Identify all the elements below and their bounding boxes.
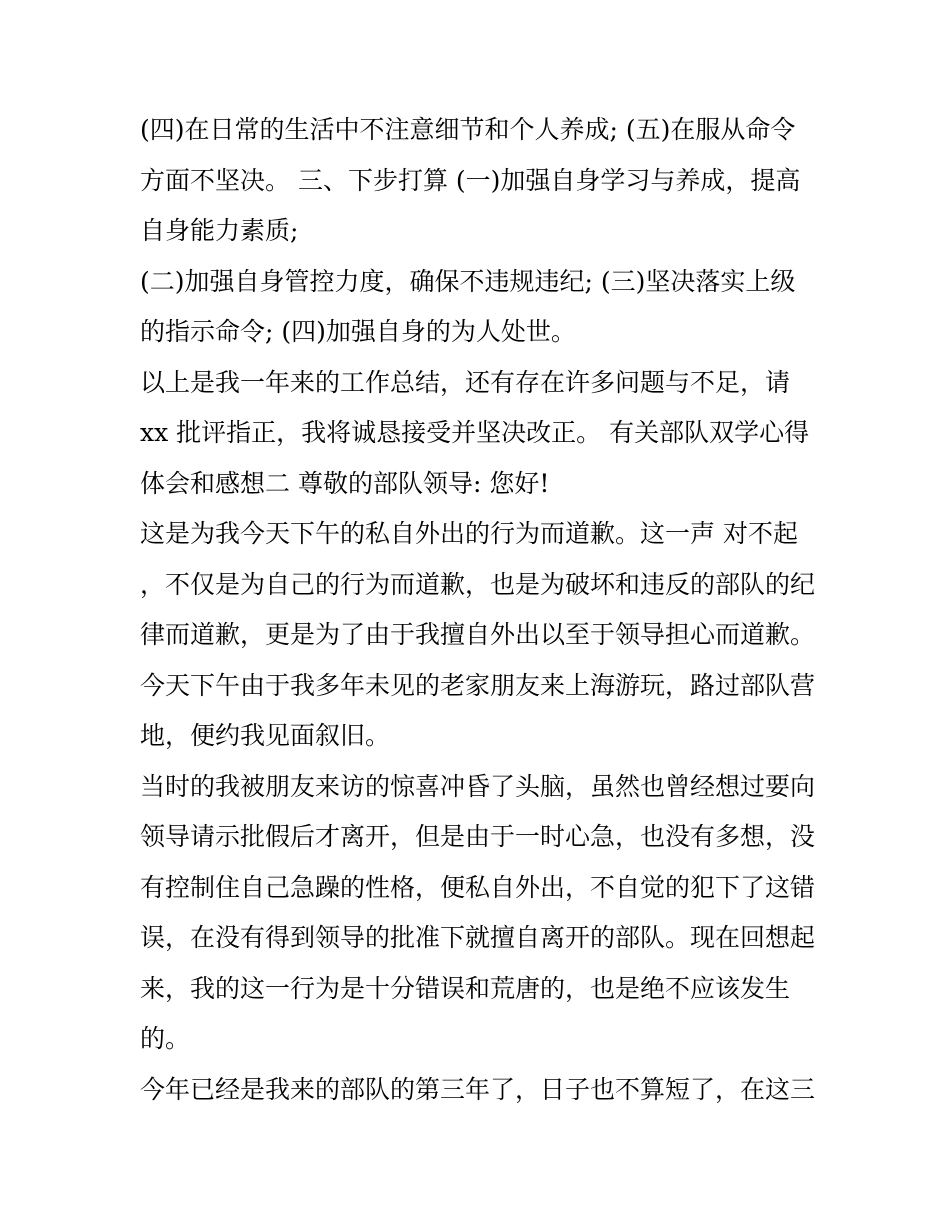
text-line: 有控制住自己急躁的性格，便私自外出，不自觉的犯下了这错 [140, 873, 816, 902]
text-line: 领导请示批假后才离开，但是由于一时心急，也没有多想，没 [140, 822, 816, 851]
text-line: 今年已经是我来的部队的第三年了，日子也不算短了，在这三 [140, 1075, 816, 1104]
text-line: 的。 [140, 1024, 191, 1053]
text-line: (四)在日常的生活中不注意细节和个人养成; (五)在服从命令 [140, 115, 796, 144]
text-line: xx 批评指正，我将诚恳接受并坚决改正。 有关部队双学心得 [140, 418, 810, 447]
text-line: 来，我的这一行为是十分错误和荒唐的，也是绝不应该发生 [140, 974, 791, 1003]
text-line: 体会和感想二 尊敬的部队领导: 您好! [140, 469, 550, 498]
text-line: 自身能力素质; [140, 216, 299, 245]
text-line: (二)加强自身管控力度，确保不违规违纪; (三)坚决落实上级 [140, 267, 796, 296]
text-line: 当时的我被朋友来访的惊喜冲昏了头脑，虽然也曾经想过要向 [140, 772, 816, 801]
text-line: 方面不坚决。 三、下步打算 (一)加强自身学习与养成，提高 [140, 166, 801, 195]
text-line: 的指示命令; (四)加强自身的为人处世。 [140, 317, 576, 346]
text-line: 今天下午由于我多年未见的老家朋友来上海游玩，路过部队营 [140, 671, 816, 700]
text-line: 误，在没有得到领导的批准下就擅自离开的部队。现在回想起 [140, 923, 816, 952]
text-line: ，不仅是为自己的行为而道歉，也是为破坏和违反的部队的纪 [140, 570, 816, 599]
text-line: 律而道歉，更是为了由于我擅自外出以至于领导担心而道歉。 [140, 620, 816, 649]
text-line: 这是为我今天下午的私自外出的行为而道歉。这一声 对不起 [140, 519, 798, 548]
text-line: 以上是我一年来的工作总结，还有存在许多问题与不足，请 [140, 368, 791, 397]
text-line: 地，便约我见面叙旧。 [140, 721, 391, 750]
